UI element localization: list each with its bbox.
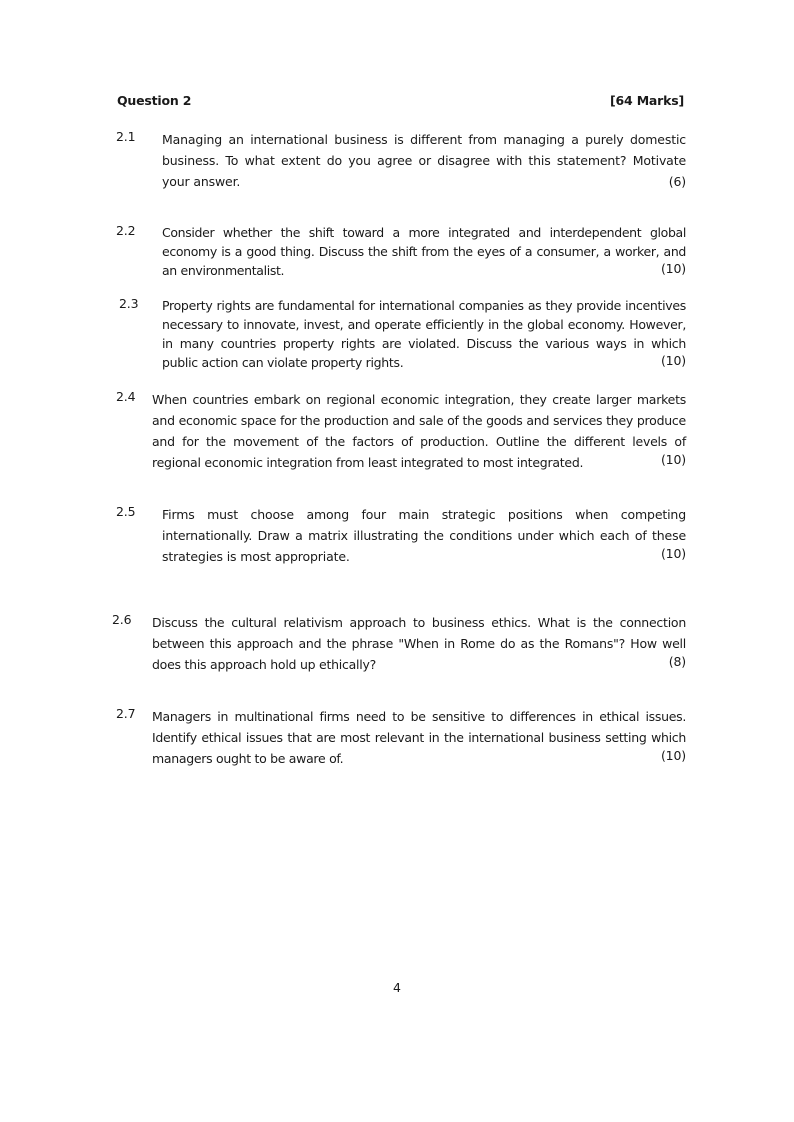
question-text: Consider whether the shift toward a more integrated and interdependent global economy is a good thing. Discuss the shift from the eyes of a consumer, a worker, and an environmentalist. [162, 225, 686, 278]
question-item [110, 706, 686, 768]
question-item [110, 296, 686, 370]
question-item [110, 389, 686, 473]
question-number: 2.7 [116, 706, 136, 721]
question-marks: (8) [668, 654, 686, 669]
question-marks: (10) [660, 261, 686, 276]
question-title: Question 2 [117, 93, 192, 108]
question-header [117, 93, 684, 111]
question-text: Firms must choose among four main strategic positions when competing internationally. Draw a matrix illustrating the conditions under which each of these strategies is most appropriate. [162, 507, 686, 564]
question-marks: (10) [660, 546, 686, 561]
question-marks: (10) [660, 452, 686, 467]
question-number: 2.2 [116, 223, 136, 238]
question-number: 2.5 [116, 504, 136, 519]
page-number: 4 [393, 980, 401, 995]
question-text: When countries embark on regional economic integration, they create larger markets and economic space for the production and sale of the goods and services they produce and for the movement of the factors of production. Outline the different levels of regional economic integration from least integrated to most integrated. [152, 392, 686, 470]
question-item [110, 504, 686, 566]
question-marks: (6) [668, 174, 686, 189]
question-marks: (10) [660, 748, 686, 763]
question-item [110, 223, 686, 279]
question-text: Managing an international business is different from managing a purely domestic business. To what extent do you agree or disagree with this statement? Motivate your answer. [162, 132, 686, 189]
question-item [110, 129, 686, 191]
question-number: 2.6 [112, 612, 132, 627]
question-number: 2.4 [116, 389, 136, 404]
question-text: Managers in multinational firms need to be sensitive to differences in ethical issues. Identify ethical issues that are most relevant in the international business setting which managers ought to be aware of. [152, 709, 686, 766]
question-number: 2.3 [119, 296, 139, 311]
question-number: 2.1 [116, 129, 136, 144]
question-item [110, 612, 686, 674]
question-marks: (10) [660, 353, 686, 368]
question-text: Discuss the cultural relativism approach to business ethics. What is the connection between this approach and the phrase "When in Rome do as the Romans"? How well does this approach hold up ethically? [152, 615, 686, 672]
question-text: Property rights are fundamental for international companies as they provide incentives necessary to innovate, invest, and operate efficiently in the global economy. However, in many countries property rights are violated. Discuss the various ways in which public action can violate property rights. [162, 298, 686, 370]
question-total-marks: [64 Marks] [610, 93, 684, 108]
